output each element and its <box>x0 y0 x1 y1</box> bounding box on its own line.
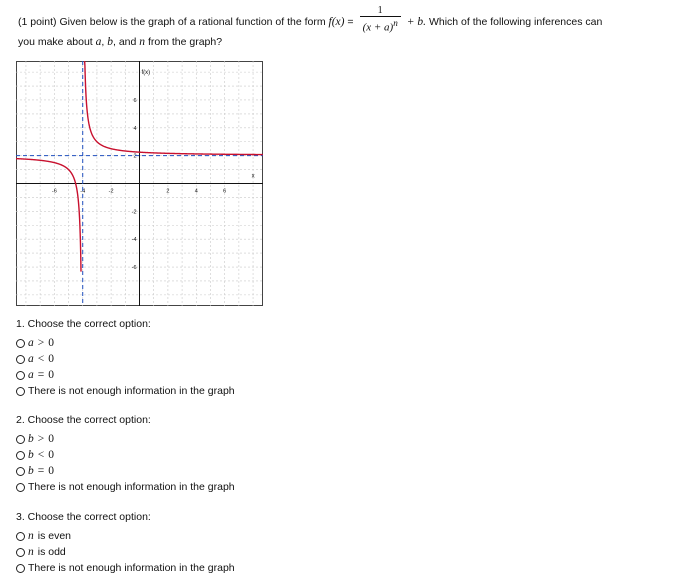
radio-button[interactable] <box>16 339 25 348</box>
radio-button[interactable] <box>16 435 25 444</box>
option-value: 0 <box>48 353 54 365</box>
var-b: b <box>107 36 113 48</box>
option-operator: = <box>37 369 45 381</box>
radio-button[interactable] <box>16 548 25 557</box>
formula-exponent: n <box>393 18 398 28</box>
formula-plus-b: + b. <box>406 16 427 29</box>
option-variable: b <box>28 433 34 445</box>
equals-sign: = <box>347 16 354 29</box>
option-q1-2[interactable] <box>16 351 235 367</box>
x-tick-label: 4 <box>194 188 198 195</box>
radio-button[interactable] <box>16 371 25 380</box>
option-q1-3[interactable] <box>16 367 235 383</box>
option-q1-4[interactable] <box>16 383 235 399</box>
radio-button[interactable] <box>16 355 25 364</box>
option-text: There is not enough information in the graph <box>28 562 235 574</box>
option-variable: b <box>28 449 34 461</box>
function-name: f(x) <box>328 16 345 29</box>
option-text: is even <box>37 530 72 542</box>
points-label: (1 point) <box>18 16 57 29</box>
x-axis-label: x <box>251 173 255 180</box>
option-q3-3[interactable] <box>16 560 235 576</box>
x-tick-label: -2 <box>108 188 114 195</box>
radio-button[interactable] <box>16 387 25 396</box>
formula-denominator <box>360 16 401 35</box>
option-q2-1[interactable] <box>16 431 235 447</box>
option-value: 0 <box>48 433 54 445</box>
var-a: a <box>95 36 102 48</box>
radio-button[interactable] <box>16 532 25 541</box>
x-tick-label: 6 <box>223 188 227 195</box>
option-operator: > <box>37 433 45 445</box>
question-3 <box>16 511 235 576</box>
question-title: 1. Choose the correct option: <box>16 318 151 330</box>
x-tick-label: -4 <box>80 188 86 195</box>
x-tick-label: -6 <box>51 188 57 195</box>
option-value: 0 <box>48 465 54 477</box>
y-tick-label: 6 <box>133 97 137 104</box>
option-operator: > <box>37 337 45 349</box>
x-tick-label: 2 <box>166 188 170 195</box>
denominator-text: (x + a) <box>362 21 394 34</box>
option-variable: n <box>28 546 34 558</box>
question-prompt-line2 <box>18 36 222 48</box>
option-q3-2[interactable] <box>16 544 235 560</box>
formula-fraction <box>360 6 401 35</box>
radio-button[interactable] <box>16 467 25 476</box>
option-variable: n <box>28 530 34 542</box>
option-variable: a <box>28 337 34 349</box>
prompt-line2-end: from the graph? <box>147 36 223 48</box>
y-tick-label: -6 <box>131 265 137 272</box>
var-n: n <box>139 36 146 48</box>
option-q2-2[interactable] <box>16 447 235 463</box>
question-title: 3. Choose the correct option: <box>16 511 151 523</box>
y-tick-label: 4 <box>133 125 137 132</box>
option-variable: a <box>28 369 34 381</box>
radio-button[interactable] <box>16 564 25 573</box>
comma-1: , <box>101 36 105 48</box>
question-prompt-line1 <box>18 5 603 37</box>
radio-button[interactable] <box>16 483 25 492</box>
prompt-line2-start: you make about <box>18 36 93 48</box>
option-text: is odd <box>37 546 66 558</box>
question-title: 2. Choose the correct option: <box>16 414 151 426</box>
question-1 <box>16 318 235 399</box>
radio-button[interactable] <box>16 451 25 460</box>
option-q3-1[interactable] <box>16 528 235 544</box>
y-tick-label: 2 <box>133 153 137 160</box>
option-variable: a <box>28 353 34 365</box>
option-variable: b <box>28 465 34 477</box>
option-text: There is not enough information in the graph <box>28 481 235 493</box>
option-q1-1[interactable] <box>16 335 235 351</box>
rational-function-graph <box>16 61 263 306</box>
comma-2: , <box>112 36 116 48</box>
y-tick-label: -4 <box>131 237 137 244</box>
prompt-text-end: Which of the following inferences can <box>428 16 603 29</box>
option-operator: = <box>37 465 45 477</box>
question-2 <box>16 414 235 495</box>
option-operator: < <box>37 449 45 461</box>
and-word: and <box>118 36 137 48</box>
option-q2-3[interactable] <box>16 463 235 479</box>
option-text: There is not enough information in the graph <box>28 385 235 397</box>
option-value: 0 <box>48 337 54 349</box>
option-q2-4[interactable] <box>16 479 235 495</box>
y-tick-label: -2 <box>131 209 137 216</box>
prompt-text-start: Given below is the graph of a rational function of the form <box>59 16 326 29</box>
formula-numerator: 1 <box>377 5 383 16</box>
y-axis-label: f(x) <box>141 70 151 76</box>
option-value: 0 <box>48 369 54 381</box>
option-operator: < <box>37 353 45 365</box>
option-value: 0 <box>48 449 54 461</box>
